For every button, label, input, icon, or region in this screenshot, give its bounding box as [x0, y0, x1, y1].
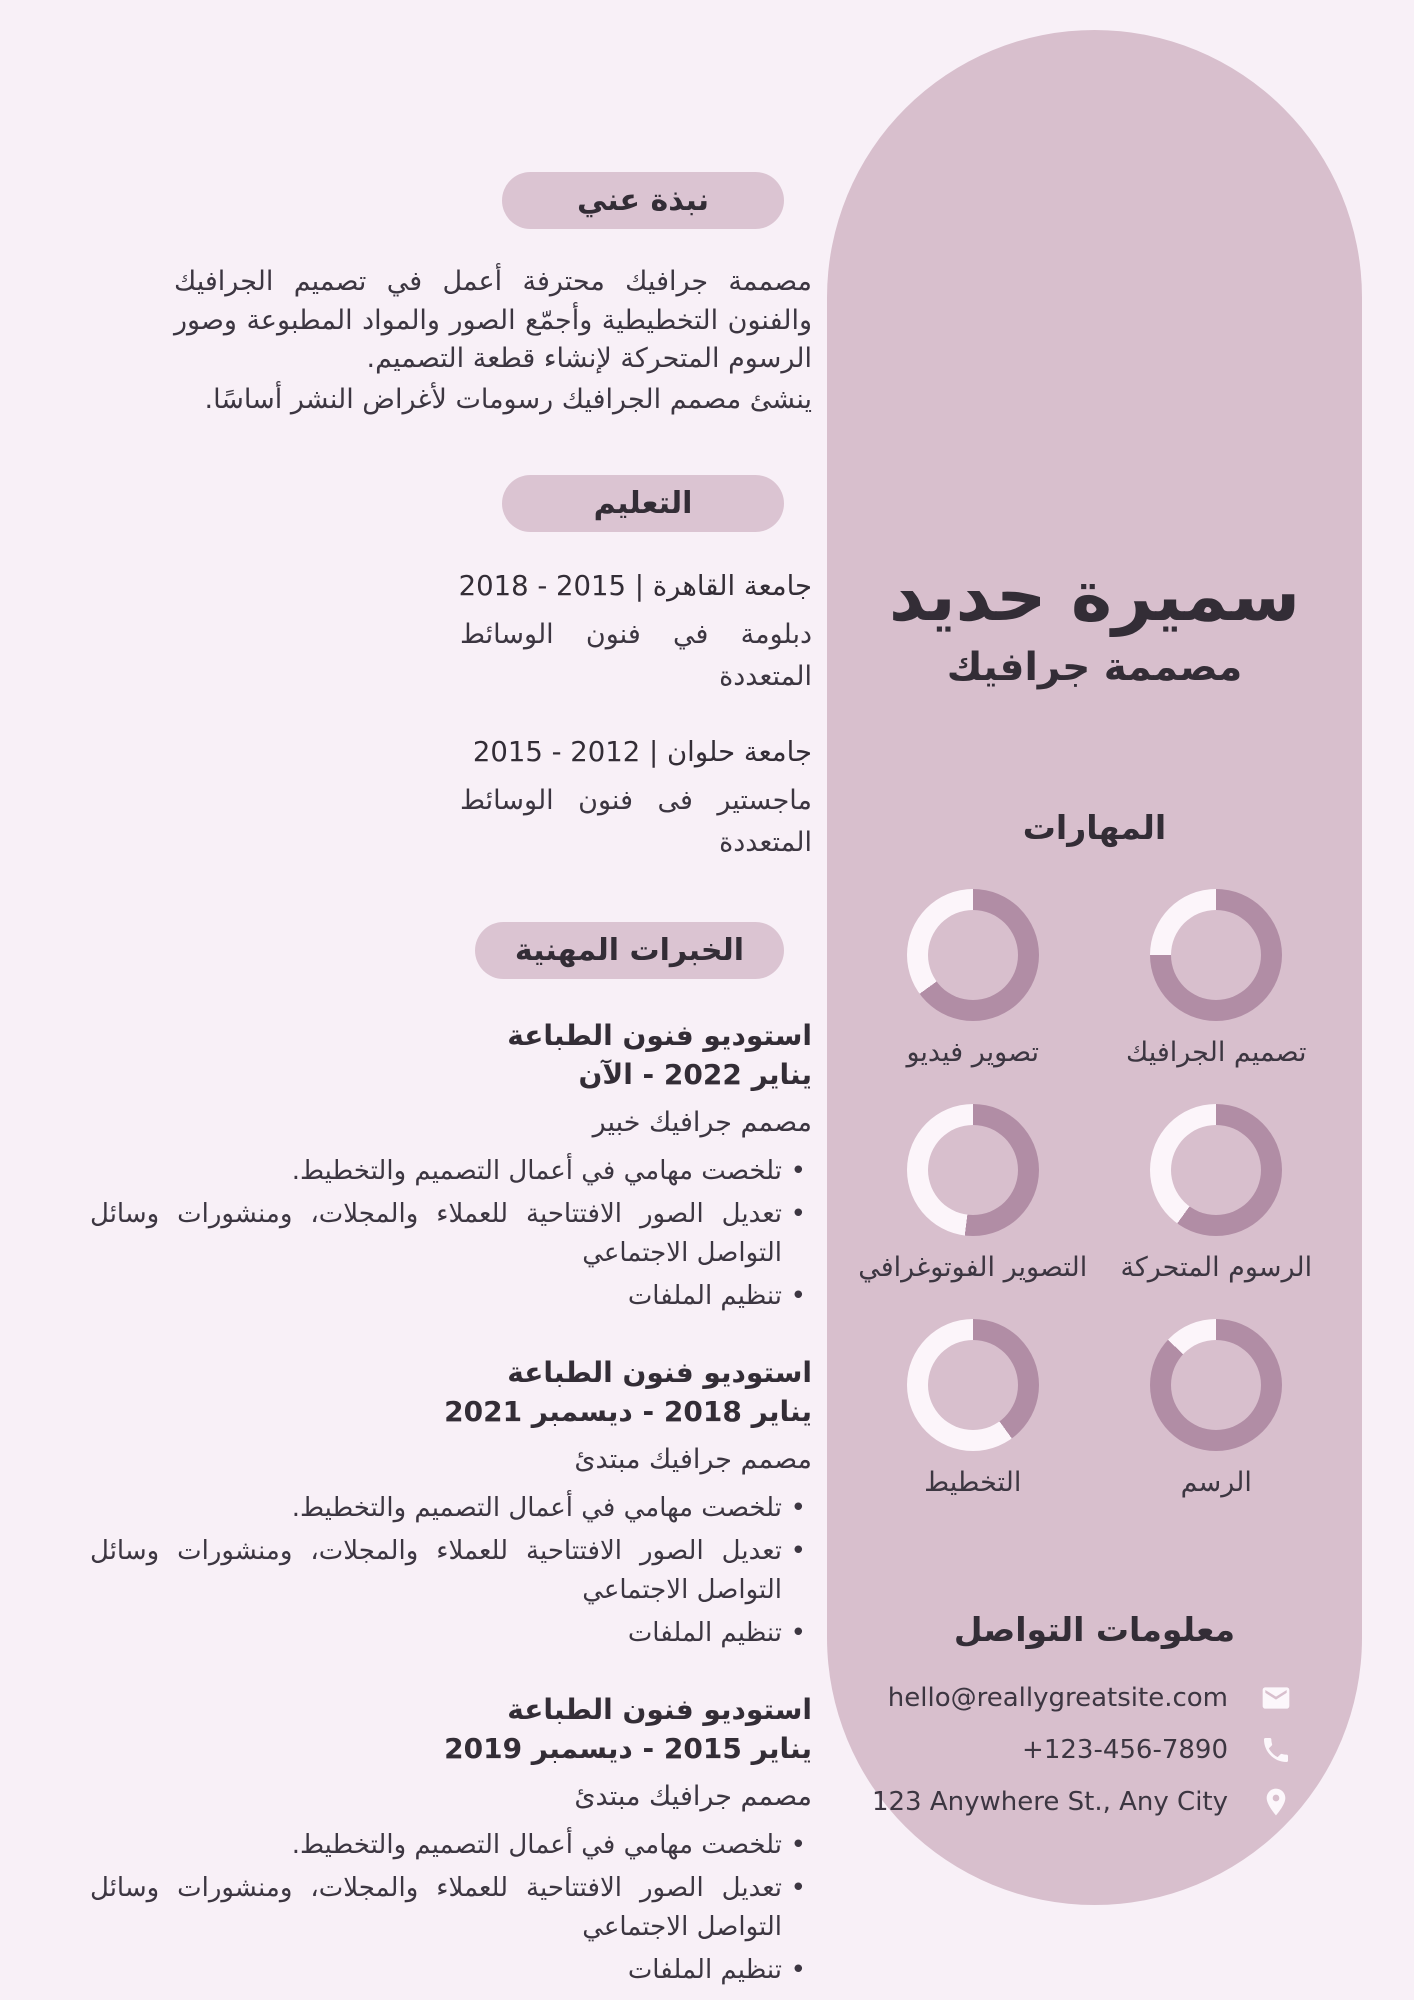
contact-row-address	[827, 1783, 1292, 1820]
experience-bullet: • تلخصت مهامي في أعمال التصميم والتخطيط.	[90, 1489, 812, 1528]
experience-bullet-list	[90, 1489, 812, 1653]
experience-bullet: • تنظيم الملفات	[90, 1277, 812, 1316]
phone-icon	[1260, 1734, 1292, 1766]
skill-item	[858, 1104, 1087, 1283]
skills-section-title: المهارات	[1022, 808, 1167, 847]
experience-entry	[90, 1356, 812, 1653]
experience-bullet: • تلخصت مهامي في أعمال التصميم والتخطيط.	[90, 1826, 812, 1865]
experience-bullet-list	[90, 1826, 812, 1990]
about-section-header	[502, 172, 784, 229]
skill-label: التصوير الفوتوغرافي	[858, 1252, 1088, 1283]
skill-donut-chart	[907, 1319, 1039, 1451]
experience-company: استوديو فنون الطباعة	[507, 1018, 812, 1052]
sidebar-panel	[827, 30, 1362, 1905]
experience-company: استوديو فنون الطباعة	[507, 1355, 812, 1389]
skill-donut-chart	[1150, 1104, 1282, 1236]
about-title: نبذة عني	[576, 183, 710, 218]
skill-item	[1150, 1319, 1282, 1498]
experience-bullet: • تعديل الصور الافتتاحية للعملاء والمجلات، ومنشورات وسائل التواصل الاجتماعي	[90, 1195, 812, 1273]
skill-donut-chart	[1150, 889, 1282, 1021]
skill-item	[906, 889, 1039, 1068]
experience-entry	[90, 1693, 812, 1990]
experience-bullet: • تنظيم الملفات	[90, 1951, 812, 1990]
experience-role: مصمم جرافيك خبير	[592, 1106, 812, 1138]
education-school-dates: جامعة حلوان | 2012 - 2015	[472, 736, 812, 769]
experience-role: مصمم جرافيك مبتدئ	[574, 1443, 812, 1475]
contact-row-email	[827, 1679, 1292, 1716]
contact-row-phone	[827, 1731, 1292, 1768]
contact-email[interactable]: hello@reallygreatsite.com	[887, 1682, 1228, 1713]
about-paragraph	[174, 263, 812, 419]
skill-donut-chart	[1150, 1319, 1282, 1451]
education-school-dates: جامعة القاهرة | 2015 - 2018	[458, 570, 812, 603]
education-degree: ماجستير فى فنون الوسائط المتعددة	[460, 785, 812, 858]
experience-bullet: • تنظيم الملفات	[90, 1614, 812, 1653]
main-column	[90, 0, 812, 1990]
experience-bullet-list	[90, 1152, 812, 1316]
experience-entry	[90, 1019, 812, 1316]
person-job-title: مصممة جرافيك	[946, 645, 1243, 690]
contact-list	[827, 1679, 1362, 1820]
education-section-header	[502, 475, 784, 532]
skill-label: الرسوم المتحركة	[1120, 1252, 1313, 1283]
education-entry	[90, 570, 812, 698]
skill-item	[1126, 889, 1307, 1068]
contact-phone[interactable]: +123-456-7890	[1022, 1734, 1228, 1765]
skill-label: تصميم الجرافيك	[1125, 1037, 1307, 1068]
experience-section-header	[475, 922, 784, 979]
about-line: ينشئ مصمم الجرافيك رسومات لأغراض النشر أساسًا.	[204, 383, 812, 415]
skill-label: الرسم	[1180, 1467, 1252, 1498]
education-degree: دبلومة في فنون الوسائط المتعددة	[460, 619, 812, 693]
experience-bullet: • تلخصت مهامي في أعمال التصميم والتخطيط.	[90, 1152, 812, 1191]
experience-company: استوديو فنون الطباعة	[507, 1692, 812, 1726]
experience-dates: يناير 2015 - ديسمبر 2019	[444, 1731, 812, 1765]
experience-role: مصمم جرافيك مبتدئ	[574, 1780, 812, 1812]
skill-item	[1120, 1104, 1312, 1283]
contact-section-title: معلومات التواصل	[953, 1610, 1236, 1649]
skills-grid	[827, 889, 1362, 1498]
skill-label: التخطيط	[924, 1467, 1022, 1498]
experience-bullet: • تعديل الصور الافتتاحية للعملاء والمجلات، ومنشورات وسائل التواصل الاجتماعي	[90, 1869, 812, 1947]
envelope-icon	[1260, 1682, 1292, 1714]
location-pin-icon	[1260, 1786, 1292, 1818]
experience-bullet: • تعديل الصور الافتتاحية للعملاء والمجلات، ومنشورات وسائل التواصل الاجتماعي	[90, 1532, 812, 1610]
person-name: سميرة حديد	[888, 555, 1301, 637]
skill-item	[907, 1319, 1039, 1498]
skill-donut-chart	[907, 889, 1039, 1021]
about-line: مصممة جرافيك محترفة أعمل في تصميم الجرافيك والفنون التخطيطية وأجمّع الصور والمواد المطبوعة وصور الرسوم المتحركة لإنشاء قطعة التصميم.	[174, 266, 812, 375]
education-entry	[90, 736, 812, 864]
skill-label: تصوير فيديو	[906, 1037, 1040, 1068]
contact-address[interactable]: 123 Anywhere St., Any City	[871, 1786, 1228, 1817]
experience-dates: يناير 2018 - ديسمبر 2021	[444, 1394, 812, 1428]
education-title: التعليم	[593, 486, 693, 522]
experience-title: الخبرات المهنية	[514, 932, 744, 968]
skill-donut-chart	[907, 1104, 1039, 1236]
experience-dates: يناير 2022 - الآن	[578, 1057, 812, 1091]
